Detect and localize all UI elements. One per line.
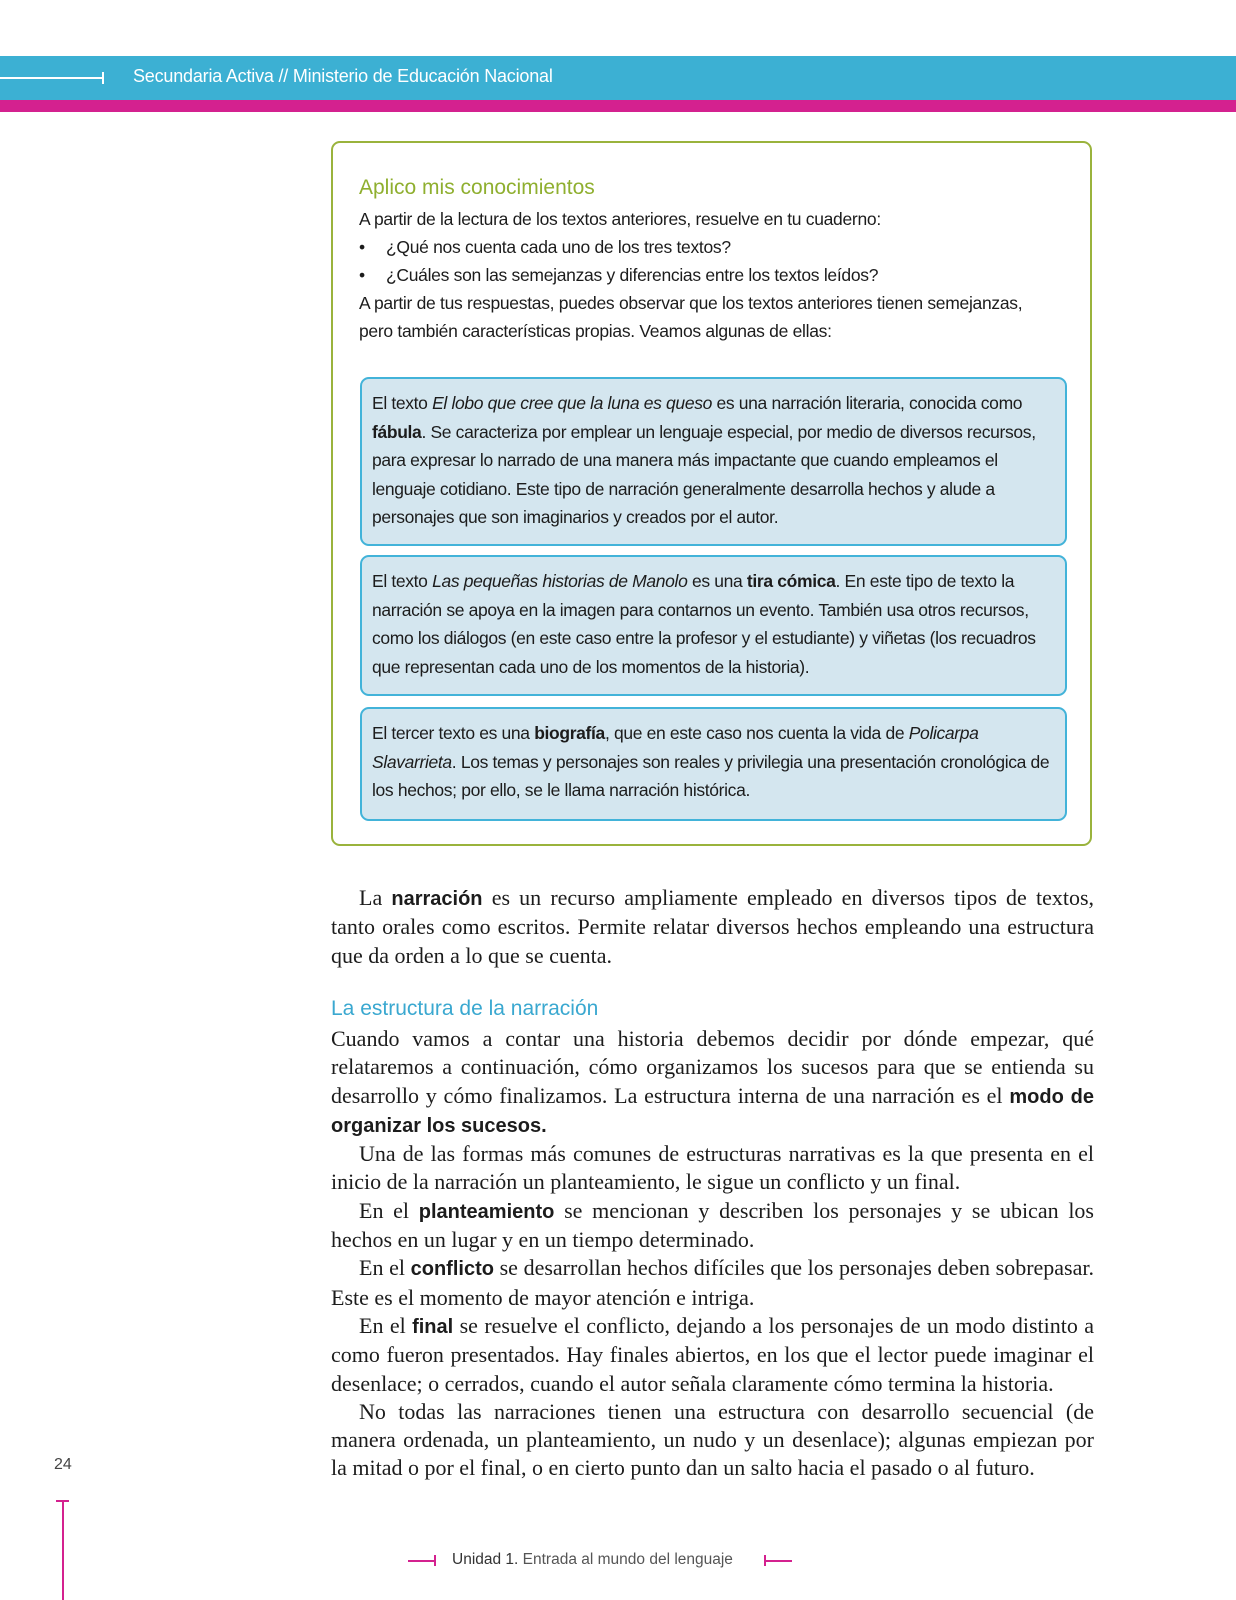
box-text: es una xyxy=(687,571,747,591)
footer xyxy=(452,1551,733,1569)
key-term: final xyxy=(412,1315,454,1338)
footer-rule-right xyxy=(764,1560,792,1562)
work-title: Las pequeñas historias de Manolo xyxy=(432,571,688,591)
text: La xyxy=(359,885,392,910)
section-body xyxy=(331,1025,1094,1483)
text: En el xyxy=(359,1312,413,1338)
key-term: conflicto xyxy=(410,1258,494,1281)
text: se resuelve el conflicto, dejando a los personajes de un modo distinto a como fueron presentados. Hay finales abiertos, en los que el lector puede imaginar el desenlace; o cerrados, cuando el autor señala claramente cómo termina la historia. xyxy=(331,1312,1094,1396)
info-box-tira-comica xyxy=(360,555,1067,696)
paragraph: No todas las narraciones tienen una estructura con desarrollo secuencial (de manera ordenada, un planteamiento, un nudo y un desenlace); algunas empiezan por la mitad o por el final, o en cierto punto dan un salto hacia el pasado o al futuro. xyxy=(331,1398,1094,1481)
person-name: Policarpa Slavarrieta xyxy=(372,723,979,772)
info-box-fabula xyxy=(360,377,1067,546)
key-term: narración xyxy=(391,888,483,910)
header-title: Secundaria Activa // Ministerio de Educación Nacional xyxy=(133,66,553,86)
header-rule xyxy=(0,77,104,79)
bullet-icon: • xyxy=(359,265,366,285)
footer-title: Entrada al mundo del lenguaje xyxy=(518,1551,733,1568)
box-text: El texto xyxy=(372,571,433,591)
key-term: planteamiento xyxy=(418,1200,555,1223)
footer-rule-left-tick xyxy=(434,1555,436,1566)
page-number: 24 xyxy=(54,1456,72,1473)
text: Cuando vamos a contar una historia debemos decidir por dónde empezar, qué relataremos a continuación, cómo organizamos los sucesos para que se entienda su desarrollo y cómo finalizamos. La estructura interna de una narración es el xyxy=(331,1026,1094,1108)
text: En el xyxy=(359,1197,419,1223)
key-term: biografía xyxy=(534,723,605,743)
paragraph xyxy=(331,1197,1094,1255)
activity-title: Aplico mis conocimientos xyxy=(359,176,595,199)
box-text: . Los temas y personajes son reales y privilegia una presentación cronológica de los hechos; por ello, se le llama narración histórica. xyxy=(372,751,1050,800)
paragraph xyxy=(331,1312,1094,1398)
margin-rule xyxy=(62,1500,64,1600)
text: En el xyxy=(359,1255,411,1281)
key-term: modo de organizar los sucesos. xyxy=(331,1085,1094,1137)
box-text: . En este tipo de texto la narración se apoya en la imagen para contarnos un evento. También usa otros recursos, como los diálogos (en este caso entre la profesor y el estudiante) y viñetas (los recuadros que representan cada uno de los momentos de la historia). xyxy=(372,571,1036,677)
work-title: El lobo que cree que la luna es queso xyxy=(432,393,712,413)
bullet-icon: • xyxy=(359,237,366,257)
text: es un recurso ampliamente empleado en diversos tipos de textos, tanto orales como escritos. Permite relatar diversos hechos empleando una estructura que da orden a lo que se cuenta. xyxy=(331,885,1095,968)
box-text: . Se caracteriza por emplear un lenguaje especial, por medio de diversos recursos, para expresar lo narrado de una manera más impactante que cuando empleamos el lenguaje cotidiano. Este tipo de narración generalmente desarrolla hechos y alude a personajes que son imaginarios y creados por el autor. xyxy=(372,421,1036,527)
paragraph xyxy=(331,1254,1094,1312)
paragraph: Una de las formas más comunes de estructuras narrativas es la que presenta en el inicio de la narración un planteamiento, le sigue un conflicto y un final. xyxy=(331,1141,1094,1195)
intro-paragraph-block xyxy=(331,884,1094,970)
header-rule-tick xyxy=(102,72,104,84)
box-text: El texto xyxy=(372,393,433,413)
info-box-biografia xyxy=(360,707,1067,821)
paragraph xyxy=(331,1025,1094,1140)
key-term: fábula xyxy=(372,421,422,442)
key-term: tira cómica xyxy=(746,571,836,591)
paragraph xyxy=(331,884,1094,970)
header-magenta-bar xyxy=(0,100,1236,112)
footer-rule-left xyxy=(408,1560,436,1562)
activity-intro: A partir de la lectura de los textos anteriores, resuelve en tu cuaderno: xyxy=(359,209,881,229)
text: se mencionan y describen los personajes y se ubican los hechos en un lugar y en un tiempo determinado. xyxy=(331,1197,1094,1253)
activity-bullet-1: ¿Qué nos cuenta cada uno de los tres textos? xyxy=(386,237,731,257)
text: se desarrollan hechos difíciles que los personajes deben sobrepasar. Este es el momento de mayor atención e intriga. xyxy=(331,1255,1094,1310)
box-text: El tercer texto es una xyxy=(372,723,535,743)
section-title: La estructura de la narración xyxy=(331,997,599,1020)
footer-unit: Unidad 1. xyxy=(452,1551,519,1568)
activity-conclusion: A partir de tus respuestas, puedes observar que los textos anteriores tienen semejanzas, pero también características propias. Veamos algunas de ellas: xyxy=(359,293,1023,341)
activity-bullet-2: ¿Cuáles son las semejanzas y diferencias entre los textos leídos? xyxy=(386,265,879,285)
box-text: , que en este caso nos cuenta la vida de xyxy=(604,723,909,743)
box-text: es una narración literaria, conocida como xyxy=(711,393,1023,413)
